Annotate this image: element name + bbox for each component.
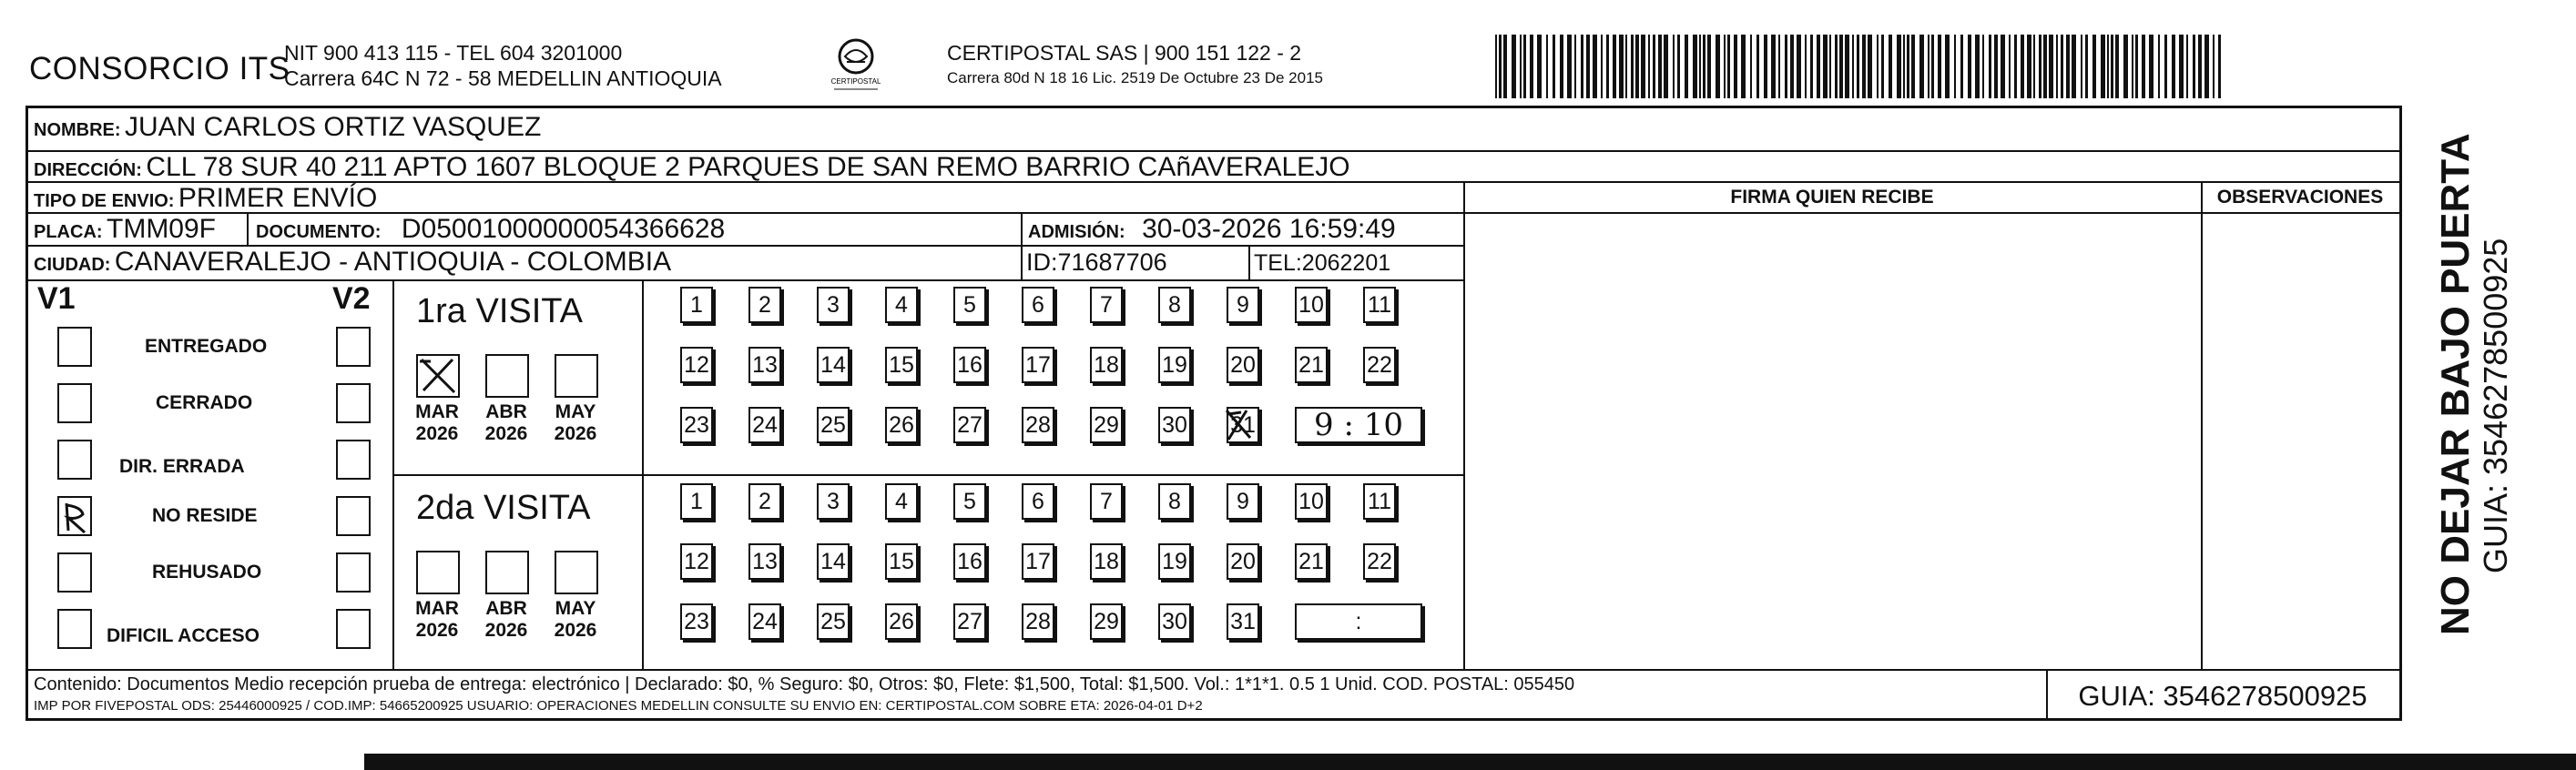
certi-sub: Carrera 80d N 18 16 Lic. 2519 De Octubre 23 De 2015 [947,69,1323,86]
barcode-bar [2039,35,2041,98]
barcode-bar [1619,35,1624,98]
barcode-bar [1512,35,1516,98]
observaciones-header: OBSERVACIONES [2216,187,2384,208]
day-box[interactable]: 26 [885,603,918,640]
certi-line: CERTIPOSTAL SAS | 900 151 122 - 2 [947,41,1302,65]
day-box[interactable]: 8 [1158,287,1191,323]
day-box[interactable]: 30 [1158,407,1191,443]
day-box[interactable]: 23 [680,603,713,640]
barcode-bar [2218,35,2221,98]
barcode-bar [2123,35,2128,98]
barcode-bar [1928,35,1929,98]
barcode-bar [1664,35,1668,98]
admision-value: 30-03-2026 16:59:49 [1142,214,1396,244]
day-box[interactable]: 19 [1158,543,1191,580]
barcode-bar [1839,35,1843,98]
month-label: ABR 2026 [484,598,528,641]
tel-value: TEL:2062201 [1254,250,1391,276]
barcode-bar [1750,35,1752,98]
barcode-bar [1530,35,1533,98]
barcode-bar [1862,35,1866,98]
month-checkbox[interactable] [416,551,460,594]
day-box[interactable]: 6 [1022,287,1054,323]
barcode-bar [1919,35,1924,98]
barcode-bar [1897,35,1901,98]
placa-label: PLACA: [34,222,103,242]
month-label: MAY 2026 [554,401,597,444]
month-label: MAR 2026 [415,598,459,641]
v1-checkbox[interactable] [57,496,92,536]
v1-checkbox[interactable] [57,609,92,649]
barcode-bar [2172,35,2175,98]
barcode-bar [2132,35,2133,98]
barcode-bar [1635,35,1639,98]
day-box[interactable]: 13 [748,347,781,383]
firma-header: FIRMA QUIEN RECIBE [1730,187,1934,208]
day-box[interactable]: 28 [1022,407,1054,443]
day-box[interactable]: 22 [1363,543,1396,580]
barcode-bar [1756,35,1759,98]
day-box[interactable]: 29 [1090,407,1123,443]
day-box[interactable]: 10 [1295,287,1328,323]
barcode-bar [1907,35,1909,98]
day-box[interactable]: 24 [748,407,781,443]
barcode-bar [1994,35,1998,98]
barcode-bar [1716,35,1720,98]
day-box[interactable]: 12 [680,543,713,580]
day-box[interactable]: 11 [1363,483,1396,520]
status-option-label: NO RESIDE [152,505,258,526]
admision-label: ADMISIÓN: [1028,222,1125,242]
day-box[interactable]: 25 [817,407,850,443]
documento-label: DOCUMENTO: [256,222,382,242]
day-box[interactable]: 29 [1090,603,1123,640]
barcode-bar [1707,35,1711,98]
day-box[interactable]: 31 [1227,407,1259,443]
nombre-label: NOMBRE: [34,120,121,140]
month-checkbox[interactable] [555,551,598,594]
barcode-bar [1546,35,1548,98]
barcode-bar [2186,35,2188,98]
day-box[interactable]: 30 [1158,603,1191,640]
day-box[interactable]: 5 [953,483,986,520]
barcode-bar [1845,35,1849,98]
bottom-bar [364,754,2576,770]
barcode-bar [1968,35,1971,98]
barcode-bar [1931,35,1934,98]
day-box[interactable]: 11 [1363,287,1396,323]
barcode-bar [1877,35,1879,98]
day-box[interactable]: 15 [885,543,918,580]
documento-value: D05001000000054366628 [401,214,726,244]
v2-checkbox[interactable] [336,609,371,649]
barcode-bar [2027,35,2031,98]
first-visit-time[interactable]: 9 : 10 [1295,407,1422,443]
barcode-bar [2213,35,2215,98]
barcode-bar [1741,35,1746,98]
v1-checkbox[interactable] [57,383,92,423]
month-label: ABR 2026 [484,401,528,444]
barcode-bar [1613,35,1616,98]
barcode-bar [2049,35,2053,98]
placa-value: TMM09F [107,214,216,244]
v2-checkbox[interactable] [336,496,371,536]
day-box[interactable]: 28 [1022,603,1054,640]
barcode-bar [1593,35,1597,98]
barcode-bar [1771,35,1776,98]
month-checkbox[interactable] [416,354,460,398]
v1-checkbox[interactable] [57,552,92,593]
day-box[interactable]: 31 [1227,603,1259,640]
barcode-bar [2085,35,2088,98]
day-box[interactable]: 21 [1295,347,1328,383]
day-box[interactable]: 14 [817,347,850,383]
day-box[interactable]: 1 [680,287,713,323]
barcode-bar [1790,35,1794,98]
barcode-bar [2142,35,2145,98]
handwritten-mark-icon [1223,407,1256,443]
day-box[interactable]: 18 [1090,543,1123,580]
day-box[interactable]: 1 [680,483,713,520]
v1-checkbox[interactable] [57,440,92,480]
v2-checkbox[interactable] [336,552,371,593]
barcode-bar [1520,35,1522,98]
barcode-bar [1503,35,1507,98]
barcode-bar [1810,35,1813,98]
barcode-bar [1673,35,1675,98]
day-box[interactable]: 27 [953,603,986,640]
status-option-label: ENTREGADO [145,336,268,357]
v2-header: V2 [332,281,371,316]
day-box[interactable]: 9 [1227,483,1259,520]
day-box[interactable]: 7 [1090,287,1123,323]
barcode-bar [2149,35,2153,98]
barcode-bar [2115,35,2119,98]
day-box[interactable]: 8 [1158,483,1191,520]
shipping-label [25,106,2402,721]
barcode-bar [1523,35,1526,98]
side-guia-text: GUIA: 3546278500925 [2477,238,2514,573]
barcode-bar [1805,35,1807,98]
barcode-bar [1911,35,1915,98]
barcode-bar [2107,35,2109,98]
barcode-bar [1938,35,1941,98]
barcode-bar [1724,35,1726,98]
barcode-bar [1881,35,1884,98]
barcode-bar [2072,35,2076,98]
certipostal-logo [829,35,883,98]
barcode-bar [1954,35,1956,98]
day-box[interactable]: 3 [817,287,850,323]
nit-line: NIT 900 413 115 - TEL 604 3201000 [284,41,623,65]
barcode-bar [1581,35,1583,98]
company-info [284,40,722,91]
month-label: MAR 2026 [415,401,459,444]
day-box[interactable]: 16 [953,347,986,383]
barcode-bar [1889,35,1892,98]
barcode-bar [2193,35,2195,98]
barcode-bar [2164,35,2167,98]
barcode-bar [1868,35,1872,98]
day-box[interactable]: 4 [885,287,918,323]
logo-text: CERTIPOSTAL [830,77,881,86]
day-box[interactable]: 25 [817,603,850,640]
second-visit-title: 2da VISITA [416,489,591,527]
barcode-bar [1960,35,1963,98]
barcode-bar [1499,35,1502,98]
second-visit-time[interactable]: : [1295,603,1422,640]
barcode-bar [1975,35,1980,98]
month-checkbox[interactable] [485,354,529,398]
day-box[interactable]: 23 [680,407,713,443]
day-box[interactable]: 2 [748,287,781,323]
ciudad-value: CANAVERALEJO - ANTIOQUIA - COLOMBIA [114,247,672,277]
day-box[interactable]: 24 [748,603,781,640]
barcode-bar [1989,35,1991,98]
day-box[interactable]: 12 [680,347,713,383]
barcode-bar [2061,35,2063,98]
barcode-bar [1817,35,1820,98]
day-box[interactable]: 10 [1295,483,1328,520]
day-box[interactable]: 22 [1363,347,1396,383]
day-box[interactable]: 13 [748,543,781,580]
barcode-bar [2014,35,2017,98]
direccion-value: CLL 78 SUR 40 211 APTO 1607 BLOQUE 2 PARQUES DE SAN REMO BARRIO CAñAVERALEJO [146,152,1350,182]
v1-header: V1 [37,281,76,316]
barcode [1493,35,2229,98]
side-notice [2422,106,2559,724]
first-visit-title: 1ra VISITA [416,292,584,330]
barcode-bar [1797,35,1801,98]
barcode-bar [2021,35,2024,98]
certipostal-info [947,40,1323,91]
day-box[interactable]: 17 [1022,347,1054,383]
v2-checkbox[interactable] [336,440,371,480]
day-box[interactable]: 20 [1227,543,1259,580]
barcode-bar [2158,35,2160,98]
tipo-label: TIPO DE ENVIO: [34,191,175,211]
barcode-bar [1553,35,1555,98]
barcode-bar [2009,35,2011,98]
v2-checkbox[interactable] [336,383,371,423]
barcode-bar [1764,35,1767,98]
barcode-bar [1703,35,1705,98]
barcode-bar [1641,35,1645,98]
barcode-bar [1625,35,1627,98]
footer-imp: IMP POR FIVEPOSTAL ODS: 25446000925 / COD.IMP: 54665200925 USUARIO: OPERACIONES MEDELLIN CONSULTE SU ENVIO EN: CERTIPOSTAL.COM SOBRE ETA: 2026-04-01 D+2 [34,698,1203,714]
day-box[interactable]: 17 [1022,543,1054,580]
day-box[interactable]: 9 [1227,287,1259,323]
barcode-bar [1829,35,1831,98]
month-checkbox[interactable] [555,354,598,398]
footer-content: Contenido: Documentos Medio recepción prueba de entrega: electrónico | Declarado: $0, % Seguro: $0, Otros: $0, Flete: $1,500, Total: $1,500. Vol.: 1*1*1. 0.5 1 Unid. COD. POSTAL: 055450 [34,674,1575,694]
v1-checkbox[interactable] [57,327,92,367]
day-box[interactable]: 6 [1022,483,1054,520]
barcode-bar [1574,35,1576,98]
company-name: CONSORCIO ITS [29,51,290,86]
tipo-value: PRIMER ENVÍO [178,183,378,213]
barcode-bar [2198,35,2202,98]
barcode-bar [1734,35,1737,98]
handwritten-check-icon [59,498,90,534]
handwritten-x-icon [418,356,458,396]
barcode-bar [2043,35,2047,98]
barcode-bar [1648,35,1650,98]
status-option-label: DIR. ERRADA [119,456,245,477]
barcode-bar [2092,35,2096,98]
day-box[interactable]: 15 [885,347,918,383]
barcode-bar [1653,35,1655,98]
barcode-bar [1685,35,1688,98]
barcode-bar [1631,35,1634,98]
barcode-bar [1537,35,1542,98]
barcode-bar [1857,35,1859,98]
barcode-bar [2056,35,2058,98]
v2-checkbox[interactable] [336,327,371,367]
day-box[interactable]: 20 [1227,347,1259,383]
barcode-bar [1835,35,1838,98]
status-option-label: DIFICIL ACCESO [107,625,260,646]
day-box[interactable]: 4 [885,483,918,520]
id-value: ID:71687706 [1026,248,1167,276]
month-label: MAY 2026 [554,598,597,641]
barcode-bar [1567,35,1572,98]
side-main-text: NO DEJAR BAJO PUERTA [2433,133,2478,635]
day-box[interactable]: 26 [885,407,918,443]
barcode-bar [1852,35,1854,98]
direccion-label: DIRECCIÓN: [34,160,142,180]
status-option-label: CERRADO [156,392,253,413]
barcode-bar [1727,35,1730,98]
barcode-bar [1586,35,1590,98]
barcode-bar [1495,35,1497,98]
barcode-bar [1560,35,1563,98]
status-option-label: REHUSADO [152,562,262,583]
barcode-bar [1778,35,1780,98]
barcode-bar [1677,35,1680,98]
barcode-bar [2001,35,2005,98]
day-box[interactable]: 14 [817,543,850,580]
barcode-bar [1658,35,1662,98]
day-box[interactable]: 3 [817,483,850,520]
address-line: Carrera 64C N 72 - 58 MEDELLIN ANTIOQUIA [284,66,722,90]
barcode-bar [2066,35,2070,98]
barcode-bar [2179,35,2184,98]
barcode-bar [1606,35,1609,98]
day-box[interactable]: 7 [1090,483,1123,520]
day-box[interactable]: 19 [1158,347,1191,383]
barcode-bar [2204,35,2209,98]
barcode-bar [1699,35,1701,98]
day-box[interactable]: 21 [1295,543,1328,580]
barcode-bar [1982,35,1984,98]
day-box[interactable]: 5 [953,287,986,323]
barcode-bar [1601,35,1603,98]
ciudad-label: CIUDAD: [34,255,111,275]
barcode-bar [2135,35,2138,98]
barcode-bar [1823,35,1828,98]
day-box[interactable]: 2 [748,483,781,520]
guia-box: GUIA: 3546278500925 [2078,680,2367,712]
day-box[interactable]: 18 [1090,347,1123,383]
barcode-bar [2101,35,2105,98]
nombre-value: JUAN CARLOS ORTIZ VASQUEZ [125,112,542,142]
barcode-bar [2081,35,2082,98]
day-box[interactable]: 27 [953,407,986,443]
barcode-bar [1785,35,1787,98]
barcode-bar [1945,35,1950,98]
barcode-bar [2111,35,2113,98]
month-checkbox[interactable] [485,551,529,594]
barcode-bar [1903,35,1905,98]
day-box[interactable]: 16 [953,543,986,580]
barcode-bar [2033,35,2035,98]
barcode-bar [1693,35,1697,98]
